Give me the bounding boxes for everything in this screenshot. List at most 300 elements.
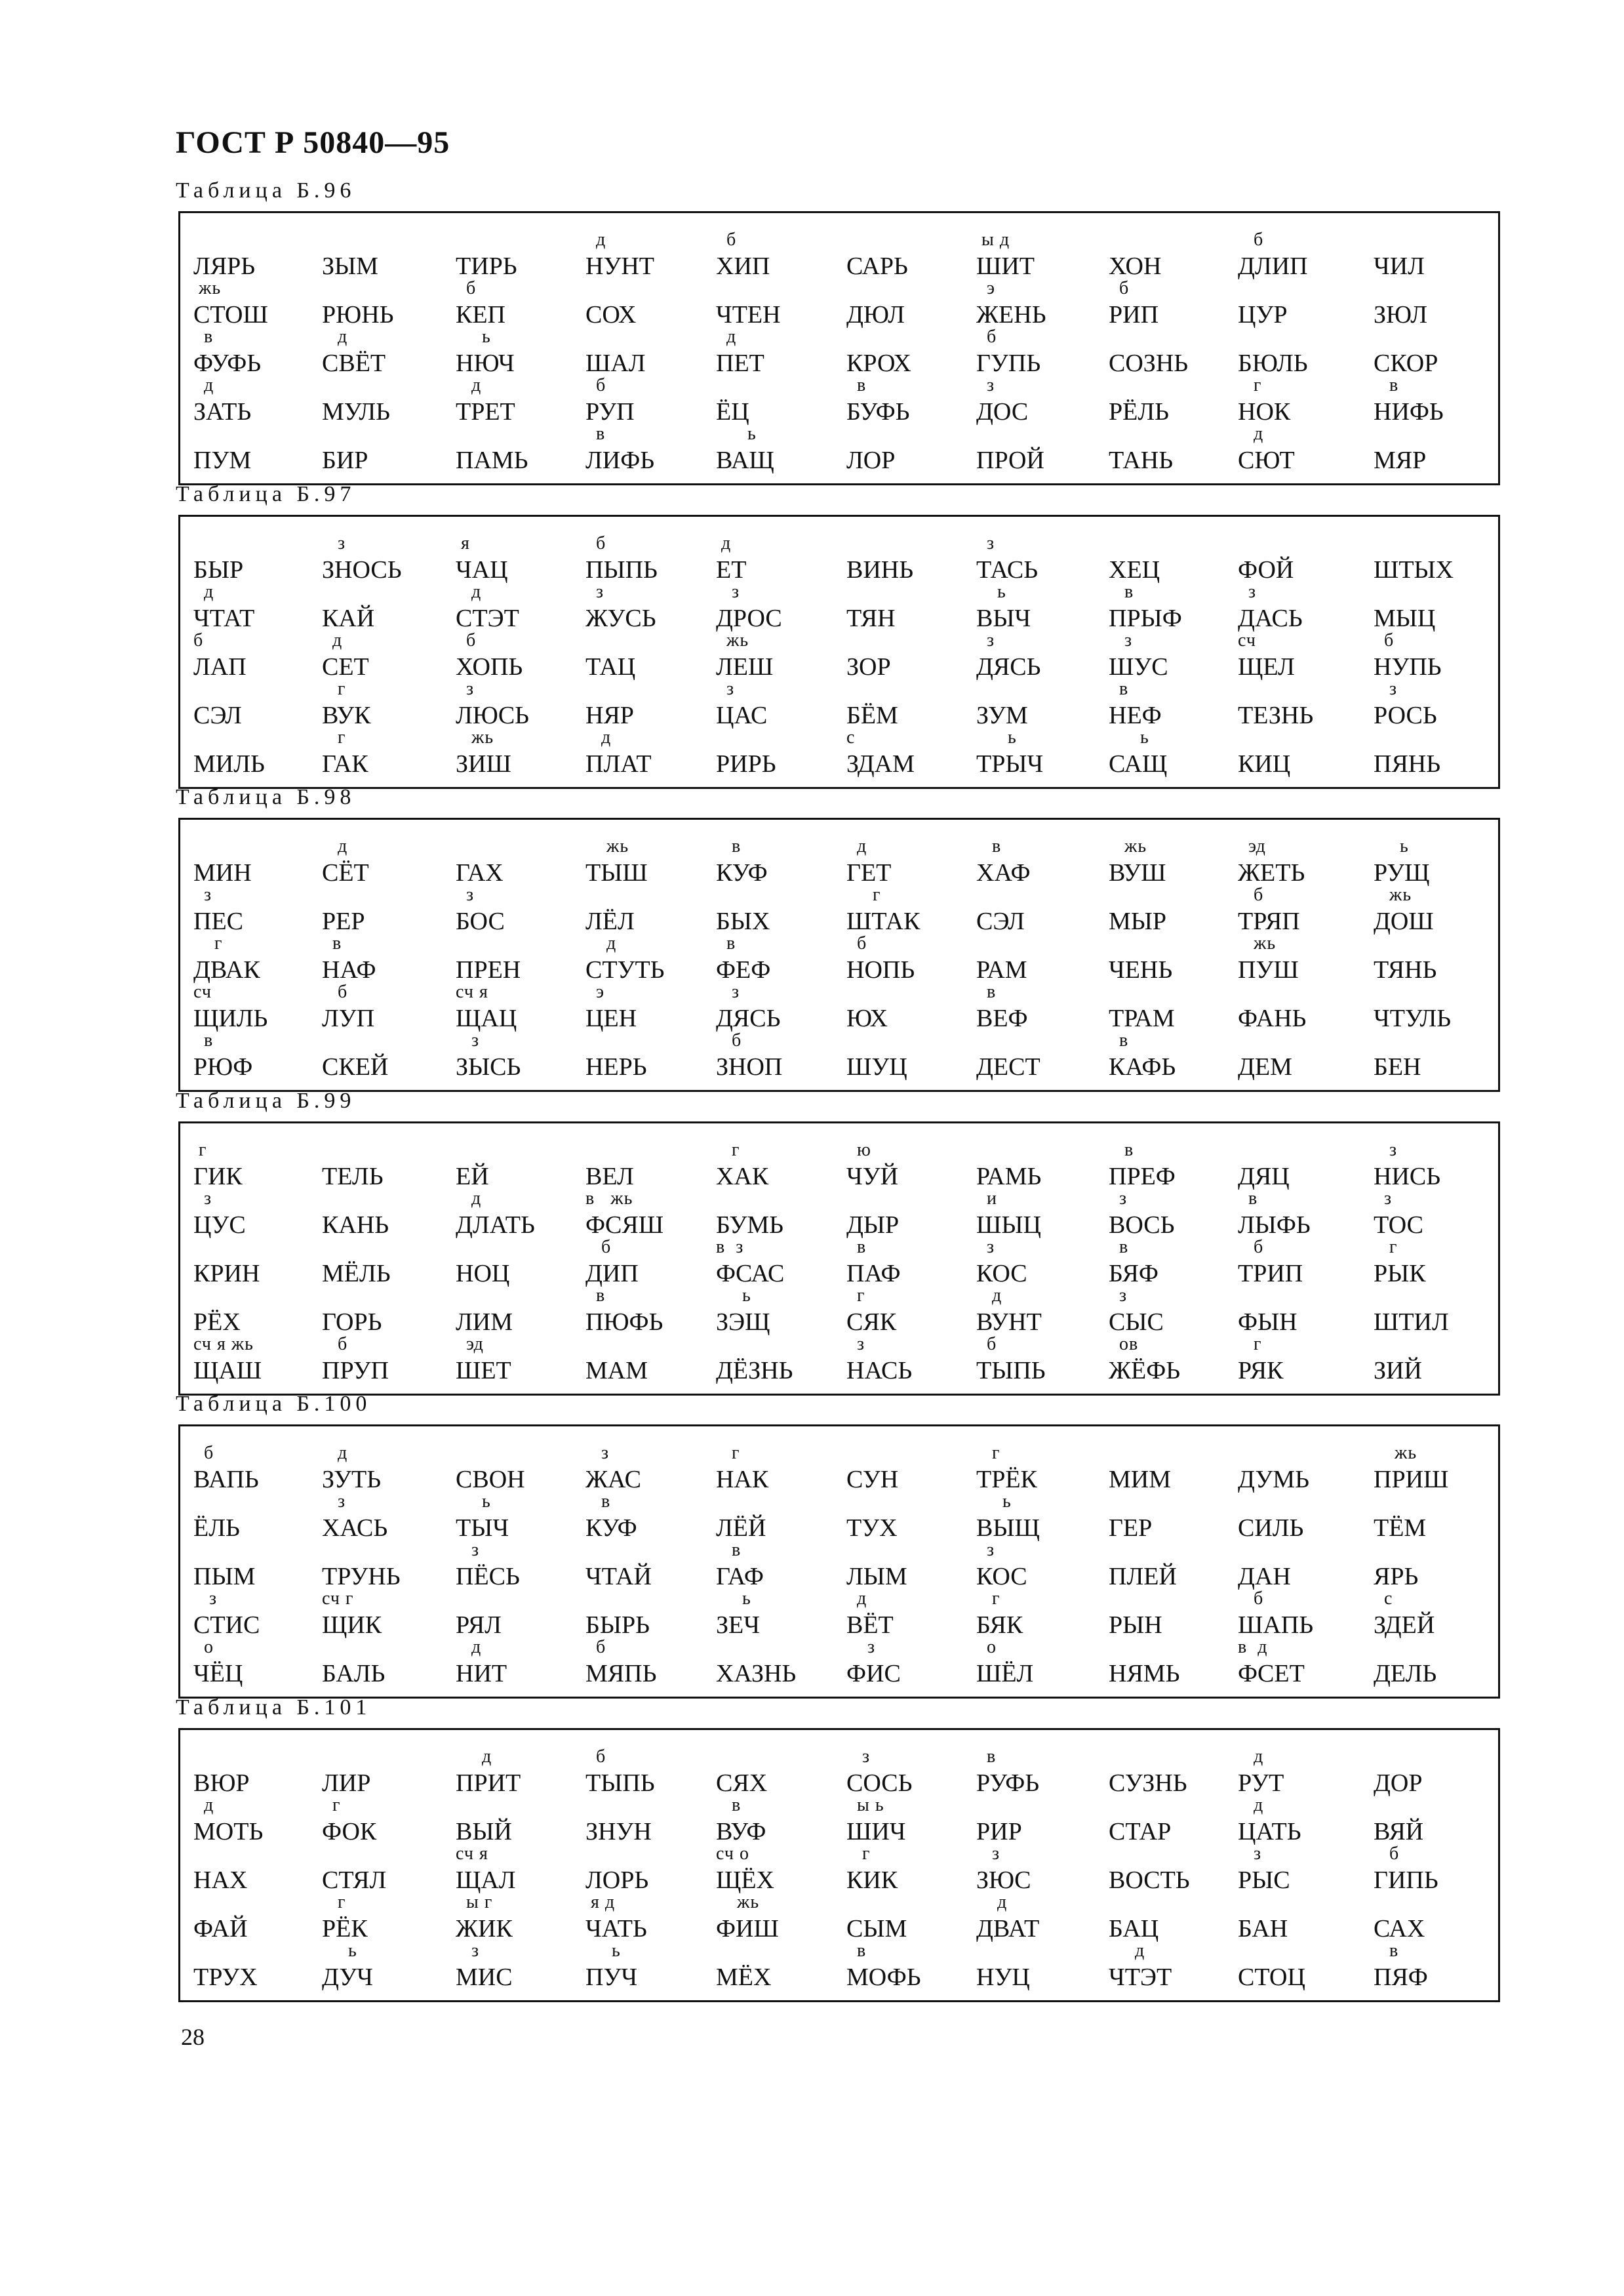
table-cell: [1109, 582, 1240, 632]
table-cell: [1109, 1334, 1240, 1384]
table-cell: [976, 630, 1107, 681]
table-cell: [1238, 1466, 1369, 1493]
table-cell: [1374, 1053, 1505, 1081]
table-word: ВЫЩ: [976, 1514, 1040, 1542]
table-cell: [322, 1163, 453, 1190]
table-cell: [585, 1285, 717, 1336]
table-word: ВЕЛ: [585, 1163, 634, 1190]
table-word: ЧЁЦ: [193, 1660, 243, 1687]
superscript-marker: ь: [1374, 836, 1409, 856]
table-word: СВЁТ: [322, 350, 386, 377]
table-cell: [585, 982, 717, 1032]
table-cell: [456, 1491, 587, 1542]
table-word: МЯР: [1374, 447, 1427, 474]
table-word: ФАНЬ: [1238, 1005, 1307, 1032]
table-cell: [322, 1588, 453, 1639]
table-word: ШЫЦ: [976, 1211, 1041, 1239]
table-cell: [976, 836, 1107, 887]
table-cell: [456, 327, 587, 377]
table-caption: Таблица Б.96: [176, 178, 356, 203]
table-cell: [1109, 956, 1240, 984]
table-cell: [322, 1795, 453, 1845]
table-cell: [456, 1843, 587, 1894]
table-cell: [193, 1795, 325, 1845]
table-word: САЩ: [1109, 750, 1168, 778]
superscript-marker: з: [585, 582, 604, 602]
table-word: ЛЁЛ: [585, 908, 635, 935]
table-cell: [1238, 1053, 1369, 1081]
superscript-marker: и: [976, 1188, 997, 1209]
table-word: ЛОР: [846, 447, 896, 474]
table-word: СВОН: [456, 1466, 525, 1493]
table-word: ГИПЬ: [1374, 1866, 1438, 1894]
table-word: ТАНЬ: [1109, 447, 1174, 474]
table-word: ВУНТ: [976, 1308, 1042, 1336]
superscript-marker: в: [585, 1491, 611, 1512]
table-word: ВЕФ: [976, 1005, 1028, 1032]
table-word: НОПЬ: [846, 956, 915, 984]
table-word: ЛОРЬ: [585, 1866, 649, 1894]
table-cell: [976, 1443, 1107, 1493]
superscript-marker: в: [1109, 1140, 1134, 1160]
table-word: БОС: [456, 908, 505, 935]
superscript-marker: б: [585, 375, 606, 395]
table-word: ТРЁК: [976, 1466, 1037, 1493]
table-word: НАСЬ: [846, 1357, 913, 1384]
table-word: ПУЧ: [585, 1964, 638, 1991]
superscript-marker: г: [716, 1140, 740, 1160]
table-cell: [1109, 1769, 1240, 1797]
superscript-marker: в: [976, 836, 1002, 856]
table-cell: [1374, 1941, 1505, 1991]
table-cell: [456, 679, 587, 729]
superscript-marker: з: [1109, 1285, 1128, 1306]
table-word: ХАК: [716, 1163, 769, 1190]
superscript-marker: жь: [193, 278, 222, 298]
table-word: МЯПЬ: [585, 1660, 657, 1687]
table-word: ФОК: [322, 1818, 377, 1845]
table-cell: [1374, 1588, 1505, 1639]
superscript-marker: д: [322, 836, 348, 856]
table-cell: [585, 1941, 717, 1991]
table-cell: [1109, 398, 1240, 426]
superscript-marker: д: [193, 375, 214, 395]
superscript-marker: г: [1238, 1334, 1262, 1354]
table-cell: [456, 533, 587, 584]
table-cell: [1374, 1140, 1505, 1190]
table-cell: [846, 1237, 978, 1287]
table-word: РУЩ: [1374, 859, 1430, 887]
table-word: ЮХ: [846, 1005, 888, 1032]
superscript-marker: ь: [456, 1491, 491, 1512]
superscript-marker: б: [456, 278, 477, 298]
table-word: ХАФ: [976, 859, 1031, 887]
table-word: РЫС: [1238, 1866, 1290, 1894]
table-word: РЯЛ: [456, 1611, 502, 1639]
table-word: БАЦ: [1109, 1915, 1159, 1943]
table-word: СТЭТ: [456, 605, 519, 632]
table-word: ДЕСТ: [976, 1053, 1040, 1081]
table-cell: [976, 982, 1107, 1032]
table-word: ЧТАЙ: [585, 1563, 652, 1590]
table-cell: [456, 1941, 587, 1991]
table-word: ЛЫМ: [846, 1563, 907, 1590]
table-word: ЯРЬ: [1374, 1563, 1419, 1590]
table-cell: [322, 1491, 453, 1542]
table-cell: [1238, 630, 1369, 681]
table-cell: [322, 1941, 453, 1991]
table-word: ЧАТЬ: [585, 1915, 647, 1943]
table-word: ЗДЕЙ: [1374, 1611, 1435, 1639]
table-cell: [1238, 230, 1369, 280]
table-word: ПРУП: [322, 1357, 389, 1384]
superscript-marker: эд: [1238, 836, 1266, 856]
table-word: КРОХ: [846, 350, 911, 377]
table-cell: [322, 252, 453, 280]
table-cell: [193, 1964, 325, 1991]
superscript-marker: в: [1109, 582, 1134, 602]
superscript-marker: д: [585, 727, 612, 748]
table-word: РАМЬ: [976, 1163, 1042, 1190]
superscript-marker: з: [193, 1588, 218, 1609]
superscript-marker: д: [322, 1443, 348, 1463]
table-cell: [585, 375, 717, 426]
table-word: ПЮФЬ: [585, 1308, 663, 1336]
table-cell: [456, 1163, 587, 1190]
table-cell: [193, 982, 325, 1032]
table-word: ЗНОСЬ: [322, 556, 402, 584]
table-word: МОФЬ: [846, 1964, 921, 1991]
table-cell: [456, 252, 587, 280]
table-word: ПЕС: [193, 908, 243, 935]
table-word: МИМ: [1109, 1466, 1172, 1493]
superscript-marker: в: [585, 1285, 606, 1306]
superscript-marker: сч: [193, 982, 212, 1002]
table-cell: [322, 327, 453, 377]
table-word: ТРИП: [1238, 1260, 1303, 1287]
table-cell: [193, 1260, 325, 1287]
table-cell: [976, 533, 1107, 584]
superscript-marker: з: [976, 1237, 995, 1257]
table-word: НИСЬ: [1374, 1163, 1441, 1190]
table-word: ВОСТЬ: [1109, 1866, 1190, 1894]
superscript-marker: ь: [585, 1941, 621, 1961]
table-word: ЛЁЙ: [716, 1514, 766, 1542]
table-word: ЗОР: [846, 653, 891, 681]
table-word: ЦУР: [1238, 301, 1288, 329]
superscript-marker: з: [846, 1334, 865, 1354]
table-cell: [1109, 1915, 1240, 1943]
table-word: ШЁЛ: [976, 1660, 1034, 1687]
table-cell: [1109, 1611, 1240, 1639]
superscript-marker: г: [1238, 375, 1262, 395]
table-word: РИР: [976, 1818, 1022, 1845]
table-word: ГАК: [322, 750, 368, 778]
superscript-marker: ы г: [456, 1892, 493, 1912]
superscript-marker: б: [1109, 278, 1130, 298]
table-word: ФЕФ: [716, 956, 771, 984]
table-cell: [585, 1188, 717, 1239]
superscript-marker: о: [193, 1637, 214, 1657]
table-word: СТИС: [193, 1611, 260, 1639]
superscript-marker: в: [1109, 1030, 1129, 1051]
superscript-marker: жь: [1238, 933, 1277, 954]
table-word: РЕР: [322, 908, 365, 935]
table-word: РЫК: [1374, 1260, 1426, 1287]
table-cell: [1374, 1237, 1505, 1287]
table-word: ЧТЕН: [716, 301, 781, 329]
table-word: СОСЬ: [846, 1769, 913, 1797]
table-word: ШАЛ: [585, 350, 646, 377]
table-cell: [1238, 301, 1369, 329]
table-cell: [976, 1843, 1107, 1894]
table-word: ТЕЛЬ: [322, 1163, 384, 1190]
table-cell: [322, 933, 453, 984]
table-cell: [1109, 679, 1240, 729]
table-cell: [846, 447, 978, 474]
table-word: ФСАС: [716, 1260, 785, 1287]
table-word: КИК: [846, 1866, 898, 1894]
table-word: КЕП: [456, 301, 505, 329]
table-cell: [976, 278, 1107, 329]
superscript-marker: сч я: [456, 982, 488, 1002]
table-cell: [1238, 836, 1369, 887]
table-cell: [322, 1308, 453, 1336]
superscript-marker: в: [1109, 1237, 1129, 1257]
table-word: ЗДАМ: [846, 750, 915, 778]
table-cell: [456, 1540, 587, 1590]
superscript-marker: в: [193, 1030, 214, 1051]
table-word: СТАР: [1109, 1818, 1172, 1845]
table-word: БЮЛЬ: [1238, 350, 1308, 377]
table-cell: [976, 956, 1107, 984]
table-word: ЧТУЛЬ: [1374, 1005, 1452, 1032]
table-word: ВУК: [322, 702, 371, 729]
superscript-marker: з: [322, 533, 346, 554]
table-word: РУТ: [1238, 1769, 1284, 1797]
table-cell: [716, 1588, 847, 1639]
superscript-marker: о: [976, 1637, 997, 1657]
table-word: ДРОС: [716, 605, 782, 632]
table-word: ШТАК: [846, 908, 921, 935]
table-cell: [585, 1563, 717, 1590]
table-cell: [716, 836, 847, 887]
table-cell: [716, 1211, 847, 1239]
table-cell: [193, 1308, 325, 1336]
word-table: [178, 1121, 1500, 1396]
superscript-marker: ь: [716, 1285, 751, 1306]
superscript-marker: б: [585, 1237, 612, 1257]
table-word: НОЦ: [456, 1260, 510, 1287]
table-cell: [846, 1514, 978, 1542]
table-cell: [1374, 605, 1505, 632]
table-cell: [456, 375, 587, 426]
table-word: ГОРЬ: [322, 1308, 382, 1336]
table-word: КОС: [976, 1563, 1027, 1590]
table-cell: [716, 1540, 847, 1590]
table-cell: [193, 1140, 325, 1190]
superscript-marker: д: [322, 630, 343, 651]
superscript-marker: б: [1238, 1588, 1264, 1609]
table-word: СЫМ: [846, 1915, 907, 1943]
superscript-marker: д: [1238, 424, 1264, 444]
table-word: КУФ: [585, 1514, 637, 1542]
table-cell: [716, 230, 847, 280]
table-cell: [585, 727, 717, 778]
table-cell: [846, 301, 978, 329]
table-word: СТУТЬ: [585, 956, 665, 984]
superscript-marker: з: [456, 885, 475, 905]
table-cell: [585, 1637, 717, 1687]
superscript-marker: з: [1374, 679, 1398, 699]
table-word: ДЛИП: [1238, 252, 1308, 280]
table-cell: [1238, 1843, 1369, 1894]
table-word: ШТЫХ: [1374, 556, 1454, 584]
table-cell: [1374, 1514, 1505, 1542]
table-word: НУНТ: [585, 252, 655, 280]
table-cell: [846, 702, 978, 729]
table-cell: [846, 1285, 978, 1336]
table-cell: [322, 727, 453, 778]
table-cell: [846, 1746, 978, 1797]
table-word: ФИШ: [716, 1915, 779, 1943]
superscript-marker: с: [1374, 1588, 1393, 1609]
table-cell: [716, 908, 847, 935]
table-word: НЕФ: [1109, 702, 1162, 729]
superscript-marker: г: [1374, 1237, 1398, 1257]
table-word: ТАЦ: [585, 653, 636, 681]
table-word: ЩИК: [322, 1611, 382, 1639]
table-cell: [585, 1357, 717, 1384]
table-word: ДВАК: [193, 956, 260, 984]
table-cell: [716, 1285, 847, 1336]
table-cell: [322, 1892, 453, 1943]
table-cell: [193, 278, 325, 329]
table-cell: [716, 1030, 847, 1081]
table-cell: [585, 1237, 717, 1287]
table-cell: [1374, 1563, 1505, 1590]
table-cell: [716, 933, 847, 984]
table-cell: [1238, 1563, 1369, 1590]
table-word: ВАЩ: [716, 447, 774, 474]
table-cell: [322, 1769, 453, 1797]
table-cell: [456, 1637, 587, 1687]
table-word: ЗНУН: [585, 1818, 652, 1845]
table-word: МАМ: [585, 1357, 648, 1384]
superscript-marker: з: [976, 1540, 995, 1560]
superscript-marker: ов: [1109, 1334, 1139, 1354]
superscript-marker: г: [322, 1795, 341, 1815]
table-cell: [846, 933, 978, 984]
table-word: СИЛЬ: [1238, 1514, 1304, 1542]
table-cell: [585, 1163, 717, 1190]
table-cell: [976, 230, 1107, 280]
superscript-marker: в: [716, 933, 736, 954]
table-cell: [976, 1892, 1107, 1943]
superscript-marker: ы ь: [846, 1795, 884, 1815]
table-cell: [193, 1637, 325, 1687]
table-cell: [1238, 702, 1369, 729]
table-word: БАН: [1238, 1915, 1288, 1943]
superscript-marker: б: [322, 982, 348, 1002]
superscript-marker: жь: [716, 1892, 760, 1912]
superscript-marker: ь: [1109, 727, 1149, 748]
table-cell: [1109, 1030, 1240, 1081]
superscript-marker: з: [456, 1941, 480, 1961]
superscript-marker: д: [716, 327, 737, 347]
table-cell: [1109, 556, 1240, 584]
table-word: ТРЯП: [1238, 908, 1300, 935]
table-word: ВУФ: [716, 1818, 766, 1845]
table-cell: [322, 1866, 453, 1894]
superscript-marker: в: [846, 375, 867, 395]
table-word: ШИЧ: [846, 1818, 906, 1845]
table-word: КИЦ: [1238, 750, 1291, 778]
table-cell: [1238, 1005, 1369, 1032]
superscript-marker: б: [585, 1637, 606, 1657]
table-cell: [585, 1892, 717, 1943]
superscript-marker: в: [193, 327, 214, 347]
superscript-marker: жь: [1374, 1443, 1417, 1463]
table-cell: [322, 679, 453, 729]
table-word: ШТИЛ: [1374, 1308, 1449, 1336]
table-word: ТЯН: [846, 605, 896, 632]
table-cell: [322, 1443, 453, 1493]
table-cell: [846, 1053, 978, 1081]
superscript-marker: з: [585, 1443, 610, 1463]
table-word: ФОЙ: [1238, 556, 1294, 584]
superscript-marker: эд: [456, 1334, 484, 1354]
table-cell: [976, 1746, 1107, 1797]
table-cell: [456, 885, 587, 935]
table-word: БИР: [322, 447, 368, 474]
table-word: БЫХ: [716, 908, 770, 935]
table-word: ЦУС: [193, 1211, 246, 1239]
table-word: ГАФ: [716, 1563, 764, 1590]
table-cell: [193, 1443, 325, 1493]
table-word: ЗИШ: [456, 750, 511, 778]
superscript-marker: ь: [976, 727, 1017, 748]
table-word: ПЕТ: [716, 350, 764, 377]
table-cell: [456, 1611, 587, 1639]
table-cell: [846, 350, 978, 377]
table-cell: [716, 1140, 847, 1190]
table-word: НОК: [1238, 398, 1291, 426]
table-word: ТРЕТ: [456, 398, 515, 426]
table-cell: [1109, 1866, 1240, 1894]
table-cell: [585, 582, 717, 632]
superscript-marker: з: [456, 679, 475, 699]
table-cell: [976, 1163, 1107, 1190]
table-word: ПУМ: [193, 447, 252, 474]
table-word: ЗНОП: [716, 1053, 783, 1081]
table-word: СТЯЛ: [322, 1866, 387, 1894]
table-cell: [322, 1211, 453, 1239]
table-cell: [1109, 1466, 1240, 1493]
table-word: ГИК: [193, 1163, 243, 1190]
table-cell: [1109, 252, 1240, 280]
table-word: СУН: [846, 1466, 899, 1493]
superscript-marker: г: [846, 885, 881, 905]
superscript-marker: в жь: [585, 1188, 633, 1209]
table-cell: [585, 1611, 717, 1639]
superscript-marker: з: [976, 533, 995, 554]
table-word: ВЯЙ: [1374, 1818, 1424, 1845]
table-word: ЩИЛЬ: [193, 1005, 268, 1032]
table-cell: [456, 982, 587, 1032]
table-word: СКОР: [1374, 350, 1438, 377]
table-cell: [322, 982, 453, 1032]
